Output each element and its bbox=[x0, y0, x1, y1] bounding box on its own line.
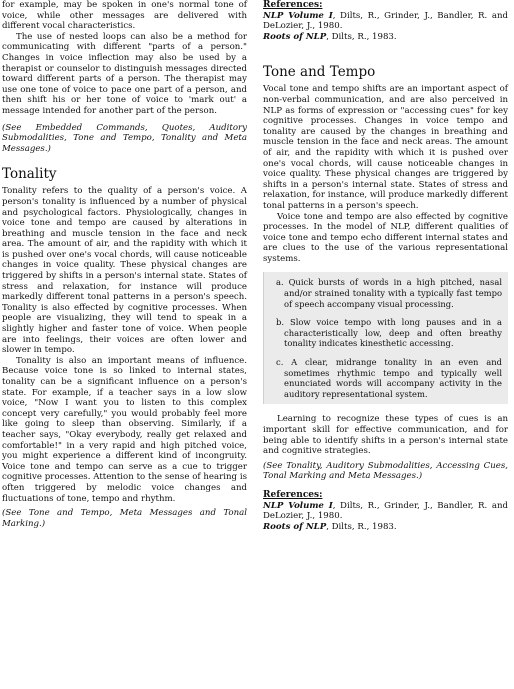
tone-tempo-paragraph-2: Voice tone and tempo are also effected by cognitive processes. In the model of NLP, different qualities of voice tone and tempo echo different internal states and are clues to the use of the various representational systems. bbox=[263, 211, 508, 264]
box-item-b: b. Slow voice tempo with long pauses and in a characteristically low, deep and often breathy tonality indicates kinesthetic accessing. bbox=[276, 317, 502, 349]
intro-paragraph-1: for example, may be spoken in one's normal tone of voice, while other messages are delivered with different vocal characteristics. bbox=[2, 0, 247, 32]
left-column bbox=[2, 0, 247, 529]
see-also-1: (See Embedded Commands, Quotes, Auditory Submodalities, Tone and Tempo, Tonality and Meta Messages.) bbox=[2, 122, 247, 154]
reference-3: NLP Volume I, Dilts, R., Grinder, J., Bandler, R. and DeLozier, J., 1980. bbox=[263, 500, 508, 522]
tonality-paragraph-2: Tonality is also an important means of influence. Because voice tone is so linked to internal states, tonality can be a significant influence on a person's state. For example, if a teacher says in a low slow voice, "Now I want you to listen to this complex concept very carefully," you would probably feel more like going to sleep than observing. Similarly, if a teacher says, "Okay everybody, really get relaxed and comfortable!" in a very rapid and high pitched voice, you might experience a different kind of incongruity. Voice tone and tempo can serve as a cue to trigger cognitive processes. Attention to the sense of hearing is often triggered by melodic voice changes and fluctuations of tone, tempo and rhythm. bbox=[2, 355, 247, 504]
see-also-2: (See Tone and Tempo, Meta Messages and Tonal Marking.) bbox=[2, 508, 247, 529]
reference-4: Roots of NLP, Dilts, R., 1983. bbox=[263, 521, 397, 532]
reference-2: Roots of NLP, Dilts, R., 1983. bbox=[263, 31, 397, 42]
right-column bbox=[263, 0, 508, 532]
accessing-cues-box bbox=[263, 272, 508, 404]
references-label: References: bbox=[263, 0, 323, 10]
tone-tempo-paragraph-3: Learning to recognize these types of cues is an important skill for effective communication, and for being able to identify shifts in a person's internal state and cognitive strategies. bbox=[263, 414, 508, 457]
tonality-paragraph-1: Tonality refers to the quality of a person's voice. A person's tonality is influenced by a number of physical and psychological factors. Physiologically, changes in voice tone and tempo are caused by alterations in breathing and muscle tension in the face and neck area. The amount of air, and the rapidity with which it is pushed over one's vocal chords, will cause noticeable changes in voice quality. These physical changes are triggered by shifts in a person's internal state. States of stress and relaxation, for instance will produce markedly different tonal patterns in a person's speech. Tonality is also effected by cognitive processes. When people are visualizing, they will tend to speak in a slightly higher and faster tone of voice. When people are into feelings, their voices are often lower and slower in tempo. bbox=[2, 186, 247, 356]
references-label-2: References: bbox=[263, 489, 323, 500]
box-item-c: c. A clear, midrange tonality in an even and sometimes rhythmic tempo and typically well enunciated words will accompany activity in the auditory representational system. bbox=[276, 357, 502, 399]
tone-tempo-paragraph-1: Vocal tone and tempo shifts are an important aspect of non-verbal communication, and are also perceived in NLP as forms of expression or "accessing cues" for key cognitive processes. Changes in voice tempo and tonality are caused by the changes in breathing and muscle tension in the face and neck areas. The amount of air, and the rapidity with which it is pushed over one's vocal chords, will cause noticeable changes in voice quality. These physical changes are triggered by shifts in a person's internal state. States of stress and relaxation, for instance, will produce markedly different tonal patterns in a person's speech. bbox=[263, 84, 508, 211]
tonality-heading: Tonality bbox=[2, 166, 57, 183]
see-also-3: (See Tonality, Auditory Submodalities, Accessing Cues, Tonal Marking and Meta Messages.) bbox=[263, 460, 508, 482]
intro-paragraph-2: The use of nested loops can also be a method for communicating with different "parts of a person." Changes in voice inflection may also be used by a therapist or counselor to distinguish messages directed toward different parts of a person. The therapist may use one tone of voice to pace one part of a person, and then shift his or her tone of voice to 'mark out' a message intended for another part of the person. bbox=[2, 31, 247, 116]
tone-tempo-heading: Tone and Tempo bbox=[263, 64, 376, 81]
reference-1: NLP Volume I, Dilts, R., Grinder, J., Bandler, R. and DeLozier, J., 1980. bbox=[263, 10, 508, 32]
box-item-a: a. Quick bursts of words in a high pitched, nasal and/or strained tonality with a typically fast tempo of speech accompany visual processing. bbox=[276, 277, 502, 309]
